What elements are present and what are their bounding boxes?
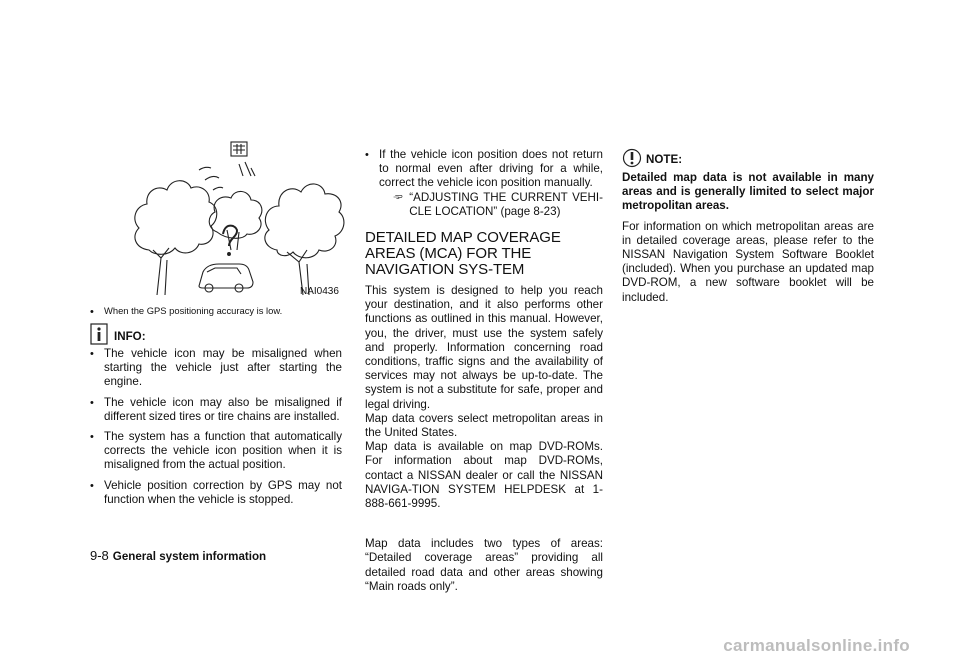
- paragraph: This system is designed to help you reach your destination, and it also performs other functions as outlined in this manual. However, you, the driver, must use the system safely and properly. Information concerning road conditions, traffic signs and the availability of services may not always be up-to-date. The system is not a substitute for safe, proper and legal driving.: [365, 284, 603, 411]
- figure-label: NAI0436: [300, 286, 339, 297]
- note-heading: [622, 148, 874, 168]
- note-label: NOTE:: [646, 153, 683, 166]
- bullet: •: [90, 306, 94, 318]
- info-icon: [90, 321, 112, 345]
- note-bold-text: Detailed map data is not available in many areas and is generally limited to select major metropolitan areas.: [622, 171, 874, 213]
- watermark: carmanualsonline.info: [723, 636, 910, 655]
- info-list: [90, 347, 342, 513]
- pointing-hand-icon: [393, 191, 403, 203]
- paragraph: Map data covers select metropolitan areas in the United States.: [365, 411, 603, 440]
- list-item: • The vehicle icon may be misaligned when starting the vehicle just after starting the engine.: [90, 347, 342, 389]
- column-3: [622, 148, 874, 305]
- exclamation-icon: [622, 148, 642, 168]
- page-footer: [90, 548, 266, 563]
- section-title: General system information: [112, 550, 267, 563]
- list-item: • Vehicle position correction by GPS may not function when the vehicle is stopped.: [90, 478, 342, 506]
- paragraph: For information on which metropolitan areas are in detailed coverage areas, please refer to the NISSAN Navigation System Software Booklet (included). When you purchase an updated map DVD-ROM, a new software booklet will be included.: [622, 219, 874, 304]
- figure-caption: [90, 305, 282, 319]
- section-heading: DETAILED MAP COVERAGE AREAS (MCA) FOR THE NAVIGATION SYS-TEM: [365, 229, 561, 279]
- page-number: 9-8: [90, 548, 109, 563]
- gps-illustration: [127, 140, 347, 300]
- info-heading: [90, 321, 146, 345]
- list-item: • The system has a function that automatically corrects the vehicle icon position when it is misaligned from the actual position.: [90, 430, 342, 472]
- paragraph: Map data includes two types of areas: “Detailed coverage areas” providing all detailed road data and other areas showing “Main roads only”.: [365, 537, 603, 593]
- paragraph: Map data is available on map DVD-ROMs. For information about map DVD-ROMs, contact a NISSAN dealer or call the NISSAN NAVIGA-TION SYSTEM HELPDESK at 1-888-661-9995.: [365, 440, 603, 511]
- info-label: INFO:: [114, 330, 146, 343]
- column-2: [365, 148, 603, 594]
- page-reference: “ADJUSTING THE CURRENT VEHI-CLE LOCATION” (page 8-23): [365, 191, 603, 219]
- list-item: • If the vehicle icon position does not return to normal even after driving for a while, correct the vehicle icon position manually.: [365, 148, 603, 190]
- figure-caption-text: When the GPS positioning accuracy is low.: [104, 305, 283, 316]
- list-item: • The vehicle icon may also be misaligned if different sized tires or tire chains are installed.: [90, 395, 342, 423]
